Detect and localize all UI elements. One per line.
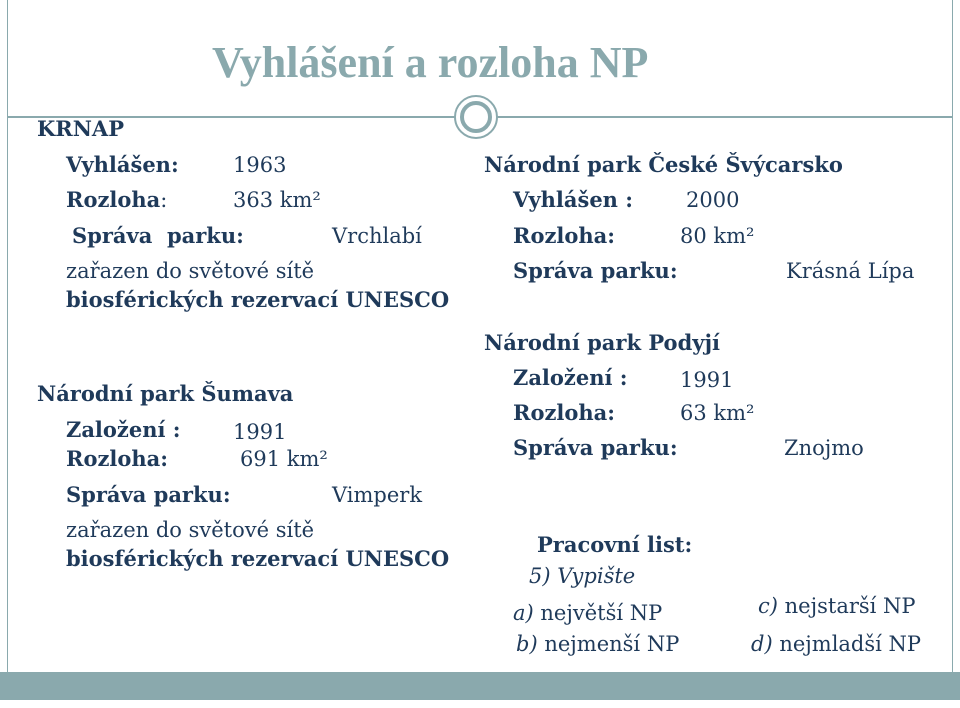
sumava-unesco-line1: zařazen do světové sítě xyxy=(66,518,315,542)
item-d-letter: d) xyxy=(751,632,773,656)
worksheet-heading: Pracovní list: xyxy=(537,532,693,557)
podyji-area-value: 63 km² xyxy=(680,401,755,425)
item-a-text: největší NP xyxy=(533,601,663,625)
worksheet-item-d xyxy=(751,631,921,657)
cs-admin-value: Krásná Lípa xyxy=(786,259,915,283)
podyji-admin-label: Správa parku: xyxy=(513,435,678,460)
krnap-declared-label: Vyhlášen: xyxy=(66,152,179,177)
cs-area-value: 80 km² xyxy=(680,224,755,248)
left-frame-line xyxy=(7,0,8,708)
item-c-letter: c) xyxy=(758,594,778,618)
sumava-unesco-line2: biosférických rezervací UNESCO xyxy=(66,546,450,571)
krnap-area-value: 363 km² xyxy=(233,188,321,212)
krnap-admin-label: Správa parku: xyxy=(72,223,244,248)
krnap-area-label: Rozloha xyxy=(66,187,161,212)
worksheet-item-a xyxy=(513,600,662,626)
page-title: Vyhlášení a rozloha NP xyxy=(212,38,649,87)
cs-heading: Národní park České Švýcarsko xyxy=(484,152,843,177)
krnap-unesco-line1: zařazen do světové sítě xyxy=(66,259,315,283)
krnap-unesco-line2: biosférických rezervací UNESCO xyxy=(66,287,450,312)
worksheet-item-c xyxy=(758,593,916,619)
krnap-area-colon: : xyxy=(160,188,168,212)
podyji-area-label: Rozloha: xyxy=(513,400,615,425)
krnap-heading: KRNAP xyxy=(37,116,124,141)
podyji-heading: Národní park Podyjí xyxy=(484,330,721,355)
item-d-text: nejmladší NP xyxy=(772,632,922,656)
sumava-heading: Národní park Šumava xyxy=(37,381,294,406)
krnap-area-label-wrap xyxy=(66,187,167,213)
item-b-text: nejmenší NP xyxy=(537,632,680,656)
cs-admin-label: Správa parku: xyxy=(513,258,678,283)
sumava-area-value: 691 km² xyxy=(240,447,328,471)
krnap-admin-value: Vrchlabí xyxy=(332,224,422,248)
cs-declared-label: Vyhlášen : xyxy=(513,187,634,212)
item-b-letter: b) xyxy=(516,632,538,656)
podyji-founded-label: Založení : xyxy=(513,365,628,390)
sumava-founded-label: Založení : xyxy=(66,417,181,442)
podyji-founded-value: 1991 xyxy=(680,368,734,392)
sumava-founded-value: 1991 xyxy=(233,420,287,444)
worksheet-task: 5) Vypište xyxy=(529,564,636,588)
bottom-margin xyxy=(0,700,960,708)
sumava-area-label: Rozloha: xyxy=(66,446,168,471)
sumava-admin-label: Správa parku: xyxy=(66,482,231,507)
right-frame-line xyxy=(952,0,953,708)
krnap-declared-value: 1963 xyxy=(233,153,287,177)
cs-declared-value: 2000 xyxy=(686,188,740,212)
cs-area-label: Rozloha: xyxy=(513,223,615,248)
item-a-letter: a) xyxy=(513,601,534,625)
divider-ring-inner xyxy=(460,101,492,133)
worksheet-item-b xyxy=(516,631,679,657)
sumava-admin-value: Vimperk xyxy=(332,483,423,507)
podyji-admin-value: Znojmo xyxy=(784,436,864,460)
bottom-accent-bar xyxy=(0,672,960,700)
item-c-text: nejstarší NP xyxy=(777,594,916,618)
